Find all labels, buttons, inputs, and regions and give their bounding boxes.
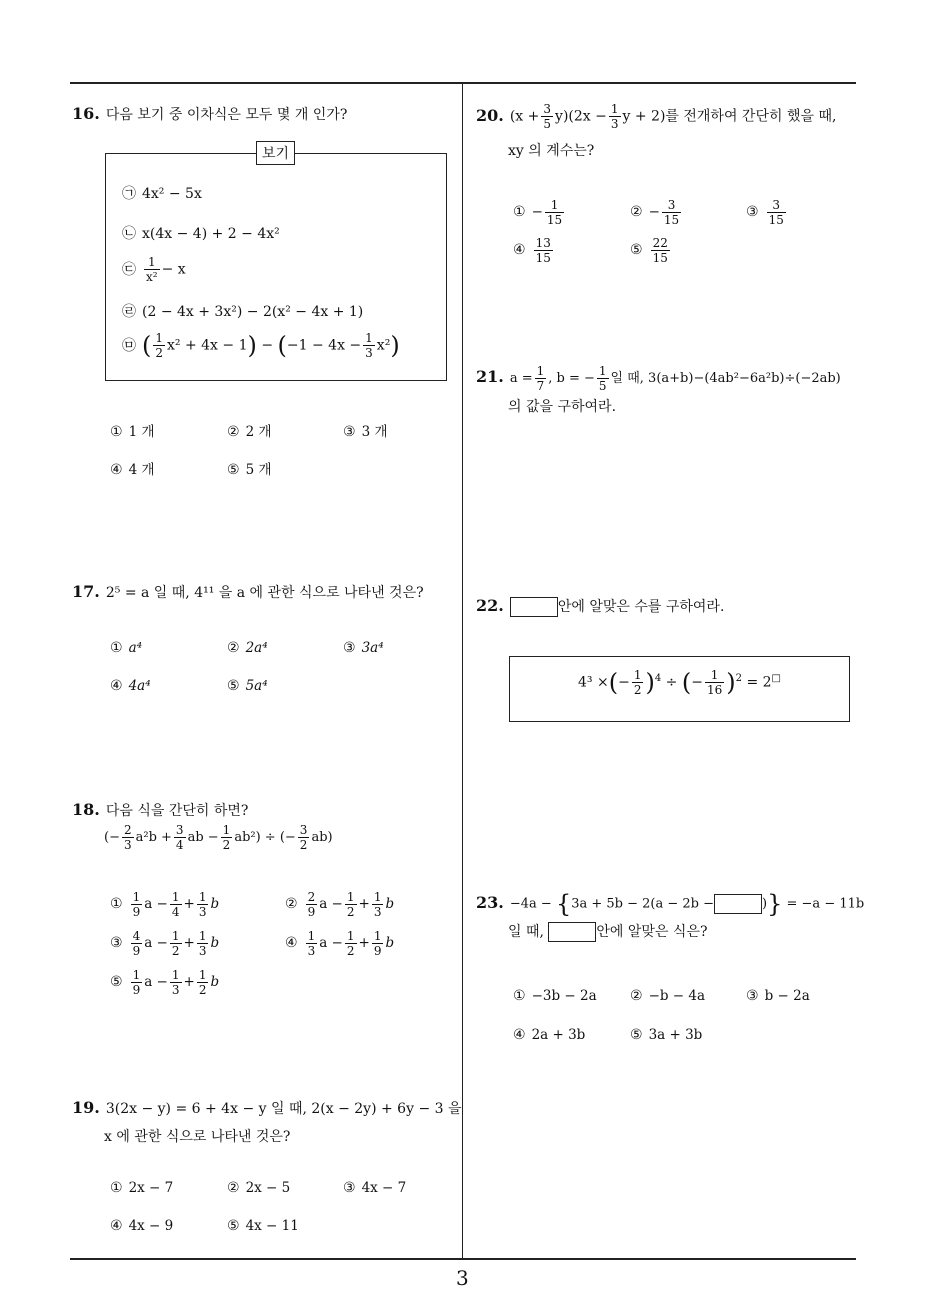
expr-part: = −a − 11b: [786, 896, 865, 912]
option-text: −3b − 2a: [531, 988, 597, 1004]
exponent-blank: □: [771, 672, 781, 684]
numerator: 1: [171, 929, 180, 943]
option-mark: ①: [110, 896, 123, 912]
fraction: [170, 890, 182, 919]
numerator: 1: [550, 198, 559, 212]
denominator: 9: [373, 944, 382, 958]
option-3[interactable]: [110, 929, 219, 958]
question-20: [476, 102, 866, 165]
option-1[interactable]: [110, 1180, 173, 1196]
fraction: [197, 929, 209, 958]
fraction: [767, 198, 786, 227]
numerator: 2: [123, 823, 132, 837]
fraction: [298, 823, 310, 852]
question-17: [72, 578, 457, 607]
fraction: [545, 198, 564, 227]
minus-sign: −: [618, 674, 630, 691]
sign: −: [531, 204, 543, 220]
numerator: 1: [222, 823, 231, 837]
example-item: [122, 301, 363, 321]
option-mark: ①: [513, 988, 526, 1004]
denominator: 15: [652, 251, 668, 265]
fraction: [345, 890, 357, 919]
numerator: 1: [171, 890, 180, 904]
item-expr: (2 − 4x + 3x²) − 2(x² − 4x + 1): [142, 304, 364, 320]
question-text: 안에 알맞은 식은?: [596, 924, 708, 940]
fraction: [345, 929, 357, 958]
expr-part: a −: [144, 896, 168, 912]
option-4[interactable]: [285, 929, 394, 958]
denominator: 16: [706, 683, 723, 697]
option-mark: ④: [110, 462, 123, 478]
denominator: 15: [663, 213, 680, 227]
question-text: y + 2)를 전개하여 간단히 했을 때,: [622, 108, 837, 125]
expr-part: ): [762, 896, 768, 912]
option-text: 2a⁴: [245, 640, 268, 656]
question-22: [476, 592, 866, 621]
option-mark: ⑤: [227, 1218, 240, 1234]
denominator: 2: [198, 983, 207, 997]
fraction: [170, 929, 182, 958]
option-4[interactable]: [110, 458, 154, 478]
option-text: b − 2a: [764, 988, 810, 1004]
fraction: [153, 331, 165, 360]
fraction: [535, 364, 547, 393]
question-21: [476, 364, 866, 421]
expr-part: ab): [311, 830, 333, 845]
numerator: 3: [667, 198, 676, 212]
answer-blank: [510, 597, 558, 617]
fraction: [131, 929, 143, 958]
option-mark: ⑤: [630, 1027, 643, 1043]
answer-blank: [714, 894, 762, 914]
item-expr: 4x² − 5x: [142, 186, 202, 202]
option-4[interactable]: [110, 678, 151, 694]
denominator: 5: [543, 117, 552, 131]
example-item: [122, 223, 280, 243]
expr-part: a −: [144, 974, 168, 990]
option-3[interactable]: [746, 198, 788, 227]
fraction: [372, 929, 384, 958]
denominator: 3: [610, 117, 619, 131]
option-5[interactable]: [630, 236, 672, 265]
question-text: xy 의 계수는?: [508, 143, 595, 159]
question-number: 22.: [476, 596, 504, 615]
question-number: 23.: [476, 892, 504, 912]
numerator: 3: [175, 823, 184, 837]
question-19: [72, 1094, 462, 1151]
denominator: 3: [198, 905, 207, 919]
expr-part: +: [183, 896, 195, 912]
fraction: [221, 823, 233, 852]
fraction: [197, 968, 209, 997]
numerator: 1: [147, 255, 156, 269]
option-2[interactable]: [630, 988, 705, 1004]
option-text: −b − 4a: [648, 988, 706, 1004]
question-number: 21.: [476, 367, 504, 386]
fraction: [541, 102, 553, 131]
option-mark: ④: [285, 935, 298, 951]
expr-part: 4³ ×: [578, 674, 609, 691]
fraction: [197, 890, 209, 919]
denominator: x²: [146, 270, 158, 284]
option-text: 5 개: [245, 462, 272, 478]
expr-part: (x +: [509, 108, 540, 125]
option-mark: ②: [630, 988, 643, 1004]
denominator: 3: [123, 838, 132, 852]
option-mark: ①: [110, 640, 123, 656]
option-5[interactable]: [110, 968, 219, 997]
expr-part: a²b +: [135, 830, 172, 845]
question-expression: [104, 823, 452, 852]
option-text: 1 개: [128, 424, 155, 440]
numerator: 1: [198, 968, 207, 982]
option-mark: ③: [746, 988, 759, 1004]
option-text: 2a + 3b: [531, 1027, 586, 1043]
option-mark: ③: [343, 424, 356, 440]
column-divider: [462, 82, 463, 1260]
option-mark: ③: [746, 204, 759, 220]
denominator: 3: [373, 905, 382, 919]
denominator: 4: [171, 905, 180, 919]
example-item: ㉤ ( $\frac{1}{2}$ x² + 4x − 1) − (−1 − 4x − $\frac{1}{3}$ x²): [122, 331, 400, 360]
option-1[interactable]: [513, 198, 566, 227]
denominator: 2: [299, 838, 308, 852]
fraction: [597, 364, 609, 393]
option-1[interactable]: [110, 420, 154, 440]
option-mark: ③: [343, 640, 356, 656]
option-mark: ⑤: [110, 974, 123, 990]
option-mark: ②: [227, 1180, 240, 1196]
denominator: 9: [307, 905, 316, 919]
expr-part: ab²) ÷ (−: [234, 830, 296, 845]
item-mark: ㉤: [122, 337, 136, 354]
option-2[interactable]: [227, 420, 271, 440]
item-expr: −1 − 4x −: [286, 337, 362, 354]
question-text: 일 때, 3(a+b)−(4ab²−6a²b)÷(−2ab): [610, 371, 841, 386]
numerator: 1: [346, 890, 355, 904]
denominator: 3: [365, 346, 373, 360]
option-mark: ②: [227, 640, 240, 656]
example-item: [122, 255, 186, 284]
denominator: 15: [546, 213, 563, 227]
numerator: 13: [535, 236, 551, 250]
numerator: 3: [772, 198, 781, 212]
fraction: [363, 331, 375, 360]
option-mark: ⑤: [227, 678, 240, 694]
option-text: 2x − 7: [128, 1180, 174, 1196]
option-mark: ①: [513, 204, 526, 220]
expr-part: b: [210, 896, 220, 912]
question-23: 23. −4a − {3a + 5b − 2(a − 2b − )} = −a − 11b 일 때, 안에 알맞은 식은?: [476, 890, 865, 940]
fraction: [651, 236, 670, 265]
option-mark: ②: [285, 896, 298, 912]
expr-part: , b = −: [548, 371, 595, 386]
numerator: 1: [373, 929, 382, 943]
denominator: 2: [633, 683, 642, 697]
option-3[interactable]: [343, 420, 387, 440]
fraction: [609, 102, 621, 131]
item-mark: ㉠: [122, 186, 136, 202]
numerator: 3: [299, 823, 308, 837]
question-text: 일 때,: [508, 924, 544, 940]
equation: 4³ ×(− $\frac{1}{2}$ )$^4$ ÷ (− $\frac{1}{16}$ )$^2$ = 2□: [578, 668, 781, 697]
minus-sign: −: [261, 337, 274, 354]
option-mark: ⑤: [227, 462, 240, 478]
expr-part: a −: [144, 935, 168, 951]
numerator: 1: [155, 331, 164, 345]
option-5[interactable]: [227, 1218, 299, 1234]
option-mark: ④: [110, 678, 123, 694]
answer-blank: [548, 922, 596, 942]
option-2[interactable]: [227, 640, 268, 656]
expr-part: b: [210, 974, 220, 990]
expr-part: a =: [509, 371, 533, 386]
expr-part: b: [385, 896, 395, 912]
expr-part: +: [183, 935, 195, 951]
expr-part: −4a −: [509, 896, 552, 912]
expr-part: ab −: [187, 830, 219, 845]
fraction: [174, 823, 186, 852]
top-rule: [70, 82, 856, 84]
denominator: 5: [598, 379, 607, 393]
expr-part: +: [358, 896, 370, 912]
numerator: 1: [598, 364, 607, 378]
fraction: [372, 890, 384, 919]
example-box-label: 보기: [256, 141, 295, 165]
option-text: 3 개: [361, 424, 388, 440]
minus-sign: −: [691, 674, 703, 691]
expr-part: b: [385, 935, 395, 951]
denominator: 2: [346, 944, 355, 958]
denominator: 15: [535, 251, 551, 265]
numerator: 1: [610, 102, 619, 116]
option-2[interactable]: [227, 1180, 290, 1196]
option-4[interactable]: [110, 1218, 173, 1234]
question-number: 18.: [72, 800, 100, 819]
item-mark: ㉣: [122, 304, 136, 320]
example-item: [122, 183, 202, 203]
option-text: 4x − 7: [361, 1180, 407, 1196]
expr-part: (−: [104, 830, 120, 845]
option-2[interactable]: [285, 890, 394, 919]
question-number: 19.: [72, 1098, 100, 1117]
fraction: [170, 968, 182, 997]
denominator: 7: [536, 379, 545, 393]
option-mark: ③: [110, 935, 123, 951]
denominator: 3: [171, 983, 180, 997]
denominator: 9: [132, 944, 141, 958]
fraction: [534, 236, 553, 265]
numerator: 1: [171, 968, 180, 982]
option-mark: ②: [630, 204, 643, 220]
option-3[interactable]: [343, 640, 384, 656]
numerator: 1: [710, 668, 719, 682]
exponent: 4: [654, 672, 662, 684]
question-text: x 에 관한 식으로 나타낸 것은?: [104, 1129, 291, 1145]
numerator: 1: [373, 890, 382, 904]
question-text: 다음 식을 간단히 하면?: [105, 803, 249, 819]
numerator: 1: [365, 331, 373, 345]
option-text: 4x − 9: [128, 1218, 174, 1234]
option-5[interactable]: [630, 1027, 702, 1043]
denominator: 9: [132, 905, 141, 919]
option-mark: ④: [110, 1218, 123, 1234]
item-expr: x² + 4x − 1: [167, 337, 248, 354]
option-text: 3a⁴: [361, 640, 384, 656]
denominator: 3: [307, 944, 316, 958]
option-1[interactable]: [110, 640, 142, 656]
numerator: 22: [652, 236, 668, 250]
option-mark: ④: [513, 242, 526, 258]
question-number: 17.: [72, 582, 100, 601]
fraction: [131, 968, 143, 997]
question-number: 16.: [72, 104, 100, 123]
option-mark: ②: [227, 424, 240, 440]
numerator: 1: [633, 668, 642, 682]
expr-part: = 2: [746, 674, 772, 691]
item-expr: x(4x − 4) + 2 − 4x²: [142, 226, 280, 242]
numerator: 1: [307, 929, 316, 943]
option-mark: ①: [110, 1180, 123, 1196]
option-text: 4x − 11: [245, 1218, 299, 1234]
question-text: 3(2x − y) = 6 + 4x − y 일 때, 2(x − 2y) + 6y − 3 을: [105, 1101, 462, 1117]
item-expr: − x: [161, 261, 186, 278]
question-16: [72, 100, 452, 129]
numerator: 1: [198, 929, 207, 943]
expr-part: +: [358, 935, 370, 951]
question-text: 2⁵ = a 일 때, 4¹¹ 을 a 에 관한 식으로 나타낸 것은?: [105, 585, 424, 601]
denominator: 2: [155, 346, 164, 360]
option-text: 4 개: [128, 462, 155, 478]
expr-part: a −: [319, 935, 343, 951]
numerator: 1: [132, 968, 141, 982]
page-number: 3: [456, 1266, 469, 1290]
option-1[interactable]: [513, 988, 597, 1004]
question-text: 안에 알맞은 수를 구하여라.: [557, 599, 725, 615]
numerator: 1: [536, 364, 545, 378]
fraction: [306, 890, 318, 919]
denominator: 3: [198, 944, 207, 958]
numerator: 4: [132, 929, 141, 943]
numerator: 1: [132, 890, 141, 904]
denominator: 9: [132, 983, 141, 997]
numerator: 2: [307, 890, 316, 904]
option-1[interactable]: [110, 890, 219, 919]
option-3[interactable]: [746, 988, 810, 1004]
option-4[interactable]: [513, 236, 555, 265]
question-text: 다음 보기 중 이차식은 모두 몇 개 인가?: [105, 107, 348, 123]
fraction: [632, 668, 644, 697]
question-18: [72, 798, 452, 852]
option-mark: ①: [110, 424, 123, 440]
item-expr: x²: [376, 337, 391, 354]
expr-part: 3a + 5b − 2(a − 2b −: [571, 896, 715, 912]
option-4[interactable]: [513, 1027, 585, 1043]
option-text: 5a⁴: [245, 678, 268, 694]
option-text: a⁴: [128, 640, 143, 656]
fraction: [306, 929, 318, 958]
option-mark: ④: [513, 1027, 526, 1043]
numerator: 3: [543, 102, 552, 116]
expr-part: a −: [319, 896, 343, 912]
item-mark: ㉡: [122, 226, 136, 242]
sign: −: [648, 204, 660, 220]
numerator: 1: [198, 890, 207, 904]
option-5[interactable]: [227, 458, 271, 478]
numerator: 1: [346, 929, 355, 943]
expr-part: b: [210, 935, 220, 951]
option-3[interactable]: [343, 1180, 406, 1196]
denominator: 4: [175, 838, 184, 852]
expr-part: y)(2x −: [555, 108, 607, 125]
option-2[interactable]: [630, 198, 683, 227]
denominator: 15: [768, 213, 784, 227]
option-text: 3a + 3b: [648, 1027, 703, 1043]
denominator: 2: [171, 944, 180, 958]
denominator: 2: [346, 905, 355, 919]
option-text: 2 개: [245, 424, 272, 440]
question-text: 의 값을 구하여라.: [508, 399, 617, 415]
fraction: [122, 823, 134, 852]
division-sign: ÷: [665, 674, 678, 691]
bottom-rule: [70, 1258, 856, 1260]
fraction: [131, 890, 143, 919]
expr-part: +: [183, 974, 195, 990]
option-mark: ⑤: [630, 242, 643, 258]
fraction: [662, 198, 681, 227]
fraction: [144, 255, 160, 284]
item-mark: ㉢: [122, 261, 136, 278]
question-number: 20.: [476, 105, 504, 125]
option-mark: ③: [343, 1180, 356, 1196]
option-text: 4a⁴: [128, 678, 151, 694]
fraction: [705, 668, 724, 697]
option-5[interactable]: [227, 678, 268, 694]
denominator: 2: [222, 838, 231, 852]
exponent: 2: [735, 672, 742, 684]
option-text: 2x − 5: [245, 1180, 291, 1196]
